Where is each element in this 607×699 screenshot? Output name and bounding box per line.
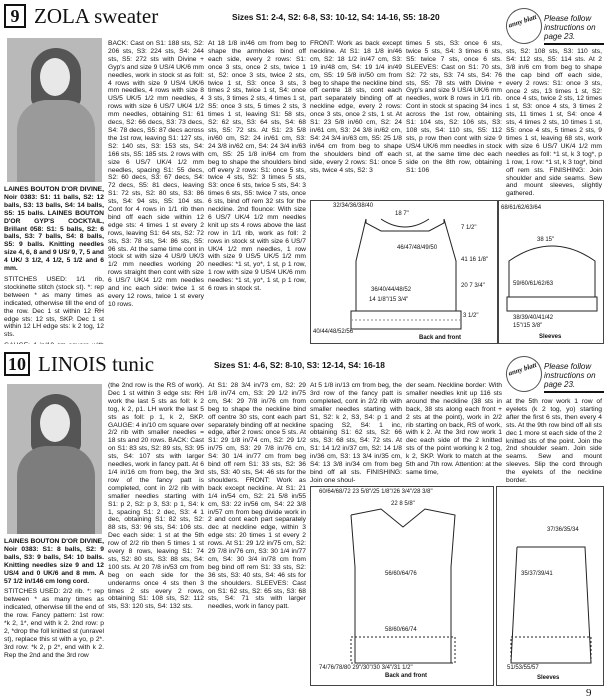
- text-column-5: [406, 382, 502, 484]
- dim-label: 15"/15 3/8": [513, 323, 543, 329]
- model-photo: [7, 38, 102, 182]
- materials-text: LAINES BOUTON D'OR DIVINE, Noir 0383: S1: 11 balls, S2: 12 balls, S3: 13 balls, S4: 14 balls, S5: 15 balls. LAINES BOUTON D'OR GYP'S COCKTAIL, Brillant 058: S1: 5 balls, S2: 6 balls, S3: 7 balls, S4: 8 balls, S5: 9 balls. Knitting needles size 4, 6, 8 and 9 US/ 9, 7, 5 and 4 UK/ 3 1/2, 4 1/2, 5 1/2 and 6 mm.: [4, 186, 104, 273]
- dim-label: 3 1/2": [463, 313, 479, 319]
- dim-label: 40/44/48/52/56: [313, 329, 354, 335]
- column-text: FRONT: Work as back except neckline. At S1: 18 1/8 in/46 cm, S2: 18 1/2 in/47 cm, S3: 19 in/48 cm, S4: 19 1/4 in/49 cm, S5: 19 5/8 in/50 cm from beg to shape the neckline bind off centre 18 sts, cont each part separately binding off at neckline edge, every 2 rows: once 3 sts, once 2 sts, 1 st. At S1: 23 5/8 in/60 cm, S2: 24 in/61 cm, S3: 24 3/8 in/62 cm, S4: 24 3/4 in/63 cm, S5: 25 1/8 in/64 cm from beg to shape the shoulders bind off each side, every 2 rows: S1: once 5 sts, twice 4 sts, S2: 3: [310, 40, 402, 174]
- dim-label: 74/76/78/80 29"/30"/30 3/4"/31 1/2": [319, 665, 413, 671]
- back-front-schematic: [310, 486, 494, 686]
- dim-label: 38 15": [537, 237, 555, 243]
- dim-label: 32/34/36/38/40: [333, 203, 374, 209]
- page-number: 9: [586, 687, 592, 699]
- model-photo: [7, 384, 102, 534]
- text-column-6: [506, 48, 602, 200]
- anny-blatt-logo: anny blatt: [501, 351, 546, 396]
- dim-label: 58/60/66/74: [385, 627, 417, 633]
- back-front-drawing: [311, 487, 494, 686]
- sleeve-schematic: [496, 486, 604, 686]
- dim-label: 20 7 3/4": [461, 283, 485, 289]
- dim-label: 22 8 5/8": [391, 501, 415, 507]
- pattern-number: 10: [4, 352, 30, 376]
- column-text: At 18 1/8 in/46 cm from beg to shape the armholes bind off each side, every 2 rows: S1: once 3 sts, once 2 sts, twice 1 st, S2: once 3 sts, twice 2 sts, twice 1 st, S3: once 3 sts, 3 times 2 sts, twice 1 st, S4: once 3 sts, 3 times 2 sts, 4 times 1 st, S5: once 3 sts, 5 times 2 sts, 3 times 1 st, leaving S1: 58 sts, S2: 62 sts, S3: 64 sts, S4: 68 sts, S5: 72 sts. At S1: 23 5/8 in/60 cm, S2: 24 in/61 cm, S3: 24 3/8 in/62 cm, S4: 24 3/4 in/63 cm, S5: 25 1/8 in/64 cm from beg to shape the shoulders bind off every 2 rows: S1: once 5 sts, twice 4 sts, S2: 3 times 5 sts, S3: once 6 sts, twice 5 sts, S4: 3 times 6 sts, S5: twice 7 sts, once 6 sts, bind off rem 32 sts for the neckline. 2nd flounce: With size 6 US/7 UK/4 1/2 mm needles knit up sts 4 rows above the last row in 1/1 rib, work as foll: 2 rows in stock st with size 6 US/7 UK/4 1/2 mm needles, 1 row with size 9 US/5 UK/5 1/2 mm needles: *1 st, yo*, 1 st, p 1 row, 1 row with size 9 US/4 UK/6 mm needles: *1 st, yo*, 1 st, p 1 row, 6 rows in stock st.: [208, 40, 306, 293]
- text-column-3: [208, 382, 306, 686]
- pattern-sizes: Sizes S1: 2-4, S2: 6-8, S3: 10-12, S4: 14-16, S5: 18-20: [232, 12, 440, 22]
- back-front-drawing: [311, 201, 498, 344]
- pattern-sizes: Sizes S1: 4-6, S2: 8-10, S3: 12-14, S4: 16-18: [214, 360, 385, 370]
- dim-label: 59/60/61/62/63: [513, 281, 554, 287]
- dim-label: 56/60/64/76: [385, 571, 417, 577]
- text-column-4: [310, 40, 402, 200]
- sleeve-schematic: [498, 200, 604, 344]
- column-text: BACK: Cast on S1: 188 sts, S2: 206 sts, S3: 224 sts, S4: 244 sts, S5: 272 sts with Divine + Gyp's and size 9 US/4 UK/6 mm needles, work in stock st as foll: 4 rows with size 9 US/4 UK/6 mm needles, 4 rows with size 8 US/5 UK/5 1/2 mm needles, 4 rows with size 6 US/7 UK/4 1/2 mm needles, obtaining S1: 61 decs, S2: 66 decs, S3: 73 decs, S4: 78 decs, S5: 87 decs across the 1st row, leaving S1: 127 sts, S2: 140 sts, S3: 153 sts, S4: 166 sts, S5: 185 sts. 2 rows with size 6 US/7 UK/4 1/2 mm needles, spacing S1: 55 decs, S2: 60 decs, S3: 67 decs, S4: 72 decs, S5: 81 decs, leaving S1: 72 sts, S2: 80 sts, S3: 86 sts, S4: 94 sts, S5: 104 sts. Cont for 4 rows in 1/1 rib then bind off each side within 12 edge sts: 4 times 1 st every 2 rows, leaving S1: 64 sts, S2: 72 sts, S3: 78 sts, S4: 86 sts, S5: 96 sts. At the same time cont in stock st with size 4 US/9 UK/3 1/2 mm needles working 20 rows straight then cont with size 6 US/7 UK/4 1/2 mm needles and inc each side: twice 1 st every 12 rows, twice 1 st every 10 rows.: [108, 40, 204, 308]
- column-text: times 5 sts, S3: once 6 sts, twice 5 sts, S4: 3 times 6 sts, S5: twice 7 sts, once 6 sts. SLEEVES: Cast on S1: 70 sts, S2: 72 sts, S3: 74 sts, S4: 76 sts, S5: 78 sts with Divine + Gyp's and size 9 US/4 UK/6 mm needles, work 8 rows in 1/1 rib. Cont in stock st spacing 34 incs across the 1st row, obtaining S1: 104 sts, S2: 106 sts, S3: 108 sts, S4: 110 sts, S5: 112 sts, p row then cont with size 9 US/4 UK/6 mm needles in stock st, at the same time dec each side on the 8th row, obtaining S1: 106: [406, 40, 502, 174]
- dim-label: 46/47/48/49/50: [397, 245, 438, 251]
- dim-label: 68/61/62/63/64: [501, 205, 542, 211]
- dim-label: 51/53/55/57: [507, 665, 539, 671]
- text-column-6: [506, 398, 602, 484]
- text-column-3: [208, 40, 306, 344]
- text-column-5: [406, 40, 502, 200]
- dim-label: 7 1/2": [461, 225, 477, 231]
- column-text: (the 2nd row is the RS of work). Dec 1 st within 3 edge sts: RH work the last 5 sts as foll: k 2 tog, k 2, p1. LH work the last 5 sts as foll: p 1, k 2, SKP. GAUGE: 4 in/10 cm square over 2/2 rib with smaller needles = 18 sts and 20 rows. BACK: Cast on S1: 83 sts, S2: 89 sts, S3: 95 sts, S4: 107 sts with larger needles, work in fancy patt. At 6 1/4 in/16 cm from beg, the 3rd row of the fancy patt is completed, cont in 2/2 rib with smaller needles starting with S1: p 2, S2: p 3, S3: p 1, S4: k 1, spacing S1: 2 dec, S3: 4 1 dec, obtaining S1: 82 sts, S2: 88 sts, S3: 96 sts, S4: 106 sts. Dec each side: 1 st at the 5th row of 2/2 rib then 5 times 1 st every 8 rows, leaving S1: 74 sts, S2: 80 sts, S3: 88 sts, S4: 100 sts. At 20 7/8 in/53 cm from beg on each side for the underarms once 4 sts then 3 times 2 sts every 2 rows, obtaining S1: 108 sts, S2: 112 sts, S3: 120 sts, S4: 132 sts.: [108, 382, 204, 611]
- diagram-caption: Back and front: [419, 335, 462, 341]
- stitches-text: STITCHES USED: 1/1 rib, stockinette stitch (stock st). *: rep between * as many times as indicated, otherwise till the end of the row. Dec 1 st within 12 RH edge sts: 12 sts, SKP. Dec 1 st within 12 LH edge sts: k 2 tog, 12 sts.: [4, 275, 104, 339]
- diagram-caption: Sleeves: [537, 675, 560, 681]
- anny-blatt-logo: anny blatt: [501, 3, 546, 48]
- dim-label: 35/37/39/41: [521, 571, 553, 577]
- pattern-zola-sweater: [4, 4, 604, 346]
- dim-label: 14 1/8"/15 3/4": [369, 297, 409, 303]
- column-text: der seam. Neckline border: With smaller needles knit up 116 sts around the neckline (38 sts in back, 38 sts along each front + 2 sts at the point), work in 2/2 rib starting on back, RS of work, with k 2. At the 3rd row work 1 dec each side of the 2 knitted sts of the point working k 2 tog, k 2, SKP. Work to match at the 5th and 7th row. Attention: at the same time,: [406, 382, 502, 476]
- pattern-title: LINOIS tunic: [38, 352, 155, 376]
- dim-label: 38/39/40/41/42: [513, 315, 554, 321]
- dim-label: 37/36/35/34: [547, 527, 579, 533]
- materials-column: [4, 538, 104, 684]
- follow-instructions-note: Please follow instructions on page 23.: [544, 362, 604, 393]
- pattern-linois-tunic: [4, 352, 604, 686]
- diagram-caption: Sleeves: [539, 334, 562, 340]
- diagram-caption: Back and front: [385, 673, 428, 679]
- pattern-title: ZOLA sweater: [34, 4, 159, 28]
- pattern-number: 9: [4, 4, 26, 28]
- dim-label: 36/40/44/48/52: [371, 287, 412, 293]
- column-text: sts, S2: 108 sts, S3: 110 sts, S4: 112 sts, S5: 114 sts. At 2 3/8 in/6 cm from beg to shape the cap bind off each side, every 2 rows: S1: once 3 sts, once 2 sts, 13 times 1 st, S2: once 4 sts, twice 2 sts, 12 times 1 st, S3: once 4 sts, 3 times 2 sts, 11 times 1 st, S4: once 4 sts, 4 times 2 sts, 10 times 1 st, S5: once 4 sts, 5 times 2 sts, 9 times 1 st, leaving 68 sts, work with size 6 US/7 UK/4 1/2 mm needles as foll: *1 st, k 3 tog*, p 1 row, 1 row: *1 st, k 3 tog*, bind off rem sts. FINISHING: Join shoulder and side seams. Sew and mount sleeves, slightly gathered.: [506, 48, 602, 198]
- column-text: At S1: 28 3/4 in/73 cm, S2: 29 1/8 in/74 cm, S3: 29 1/2 in/75 cm, S4: 29 7/8 in/76 cm from beg to shape the neckline bind off centre 30 sts, cont each part separately binding off at neckline edge, after 2 rows: once 5 sts. At S1: 29 1/8 in/74 cm, S2: 29 1/2 in/75 cm, S3: 29 7/8 in/76 cm, S4: 30 1/4 in/77 cm from beg bind off rem S1: 33 sts, S2: 36 sts, S3: 40 sts, S4: 46 sts for the shoulders. FRONT: Work as back except neckline. At S1: 21 1/4 in/54 cm, S2: 21 5/8 in/55 cm, S3: 22 in/56 cm, S4: 22 3/8 in/57 cm from beg divide work in 2 and cont each part separately dec at neckline edge, within 3 edge sts: 20 times 1 st every 2 rows. At S1: 29 1/2 in/75 cm, S2: 29 7/8 in/76 cm, S3: 30 1/4 in/77 cm, S4: 30 3/4 in/78 cm from beg bind off rem S1: 33 sts, S2: 36 sts, S3: 40 sts, S4: 46 sts for the shoulders. SLEEVES: Cast on S1: 62 sts, S2: 65 sts, S3: 68 sts, S4: 71 sts with larger needles, work in fancy patt.: [208, 382, 306, 611]
- back-front-schematic: [310, 200, 498, 344]
- stitches-text: STITCHES USED: 2/2 rib. *: rep between * as many times as indicated, otherwise till the end of the row. Fancy pattern: 1st row: *k 2, 1*, end with k 2. 2nd row: p 2, *drop the foll knitted st (unravel st), replace this st with a yo, p 2*. 3rd row: *k 2, p 2*, end with k 2. Rep the 2nd and the 3rd row: [4, 588, 104, 659]
- sleeve-drawing: [497, 487, 604, 686]
- text-column-2: [108, 382, 204, 686]
- text-column-2: [108, 40, 204, 344]
- dim-label: 41 16 1/8": [461, 257, 489, 263]
- gauge-text: [4, 342, 104, 344]
- materials-text: LAINES BOUTON D'OR DIVINE, Noir 0383: S1: 8 balls, S2: 9 balls, S3: 9 balls, S4: 10 balls. Knitting needles size 9 and 12 US/4 and 0 UK/6 and 8 mm. A 57 1/2 in/146 cm long cord.: [4, 538, 104, 585]
- materials-column: [4, 186, 104, 344]
- column-text: At 5 1/8 in/13 cm from beg, the 3rd row of the fancy patt is completed, cont in 2/2 rib with smaller needles starting with S1, S2: k 2, S3, S4: p 1 and spacing S2, S4: 1 inc, obtaining S1: 62 sts, S2: 66 sts, S3: 68 sts, S4: 72 sts. At S1: 14 1/2 in/37 cm, S2: 14 1/8 in/36 cm, S3: 13 3/4 in/35 cm, S4: 13 3/8 in/34 cm from beg bind off all sts. FINISHING: Join one shoul-: [310, 382, 402, 484]
- text-column-4: [310, 382, 402, 484]
- column-text: at the 5th row work 1 row of eyelets (k 2 tog, yo) starting after the first 6 sts, then every 4 sts. At the 9th row bind off all sts dec 1 more st each side of the 2 knitted sts of the point. Join the 2nd shoulder seam. Join side seams. Sew and mount sleeves. Slip the cord through the eyelets of the neckline border.: [506, 398, 602, 484]
- follow-instructions-note: Please follow instructions on page 23.: [544, 14, 604, 45]
- dim-label: 60/64/68/72 23 5/8"/25 1/8"/26 3/4"/28 3/8": [319, 489, 433, 495]
- dim-label: 18 7": [395, 211, 409, 217]
